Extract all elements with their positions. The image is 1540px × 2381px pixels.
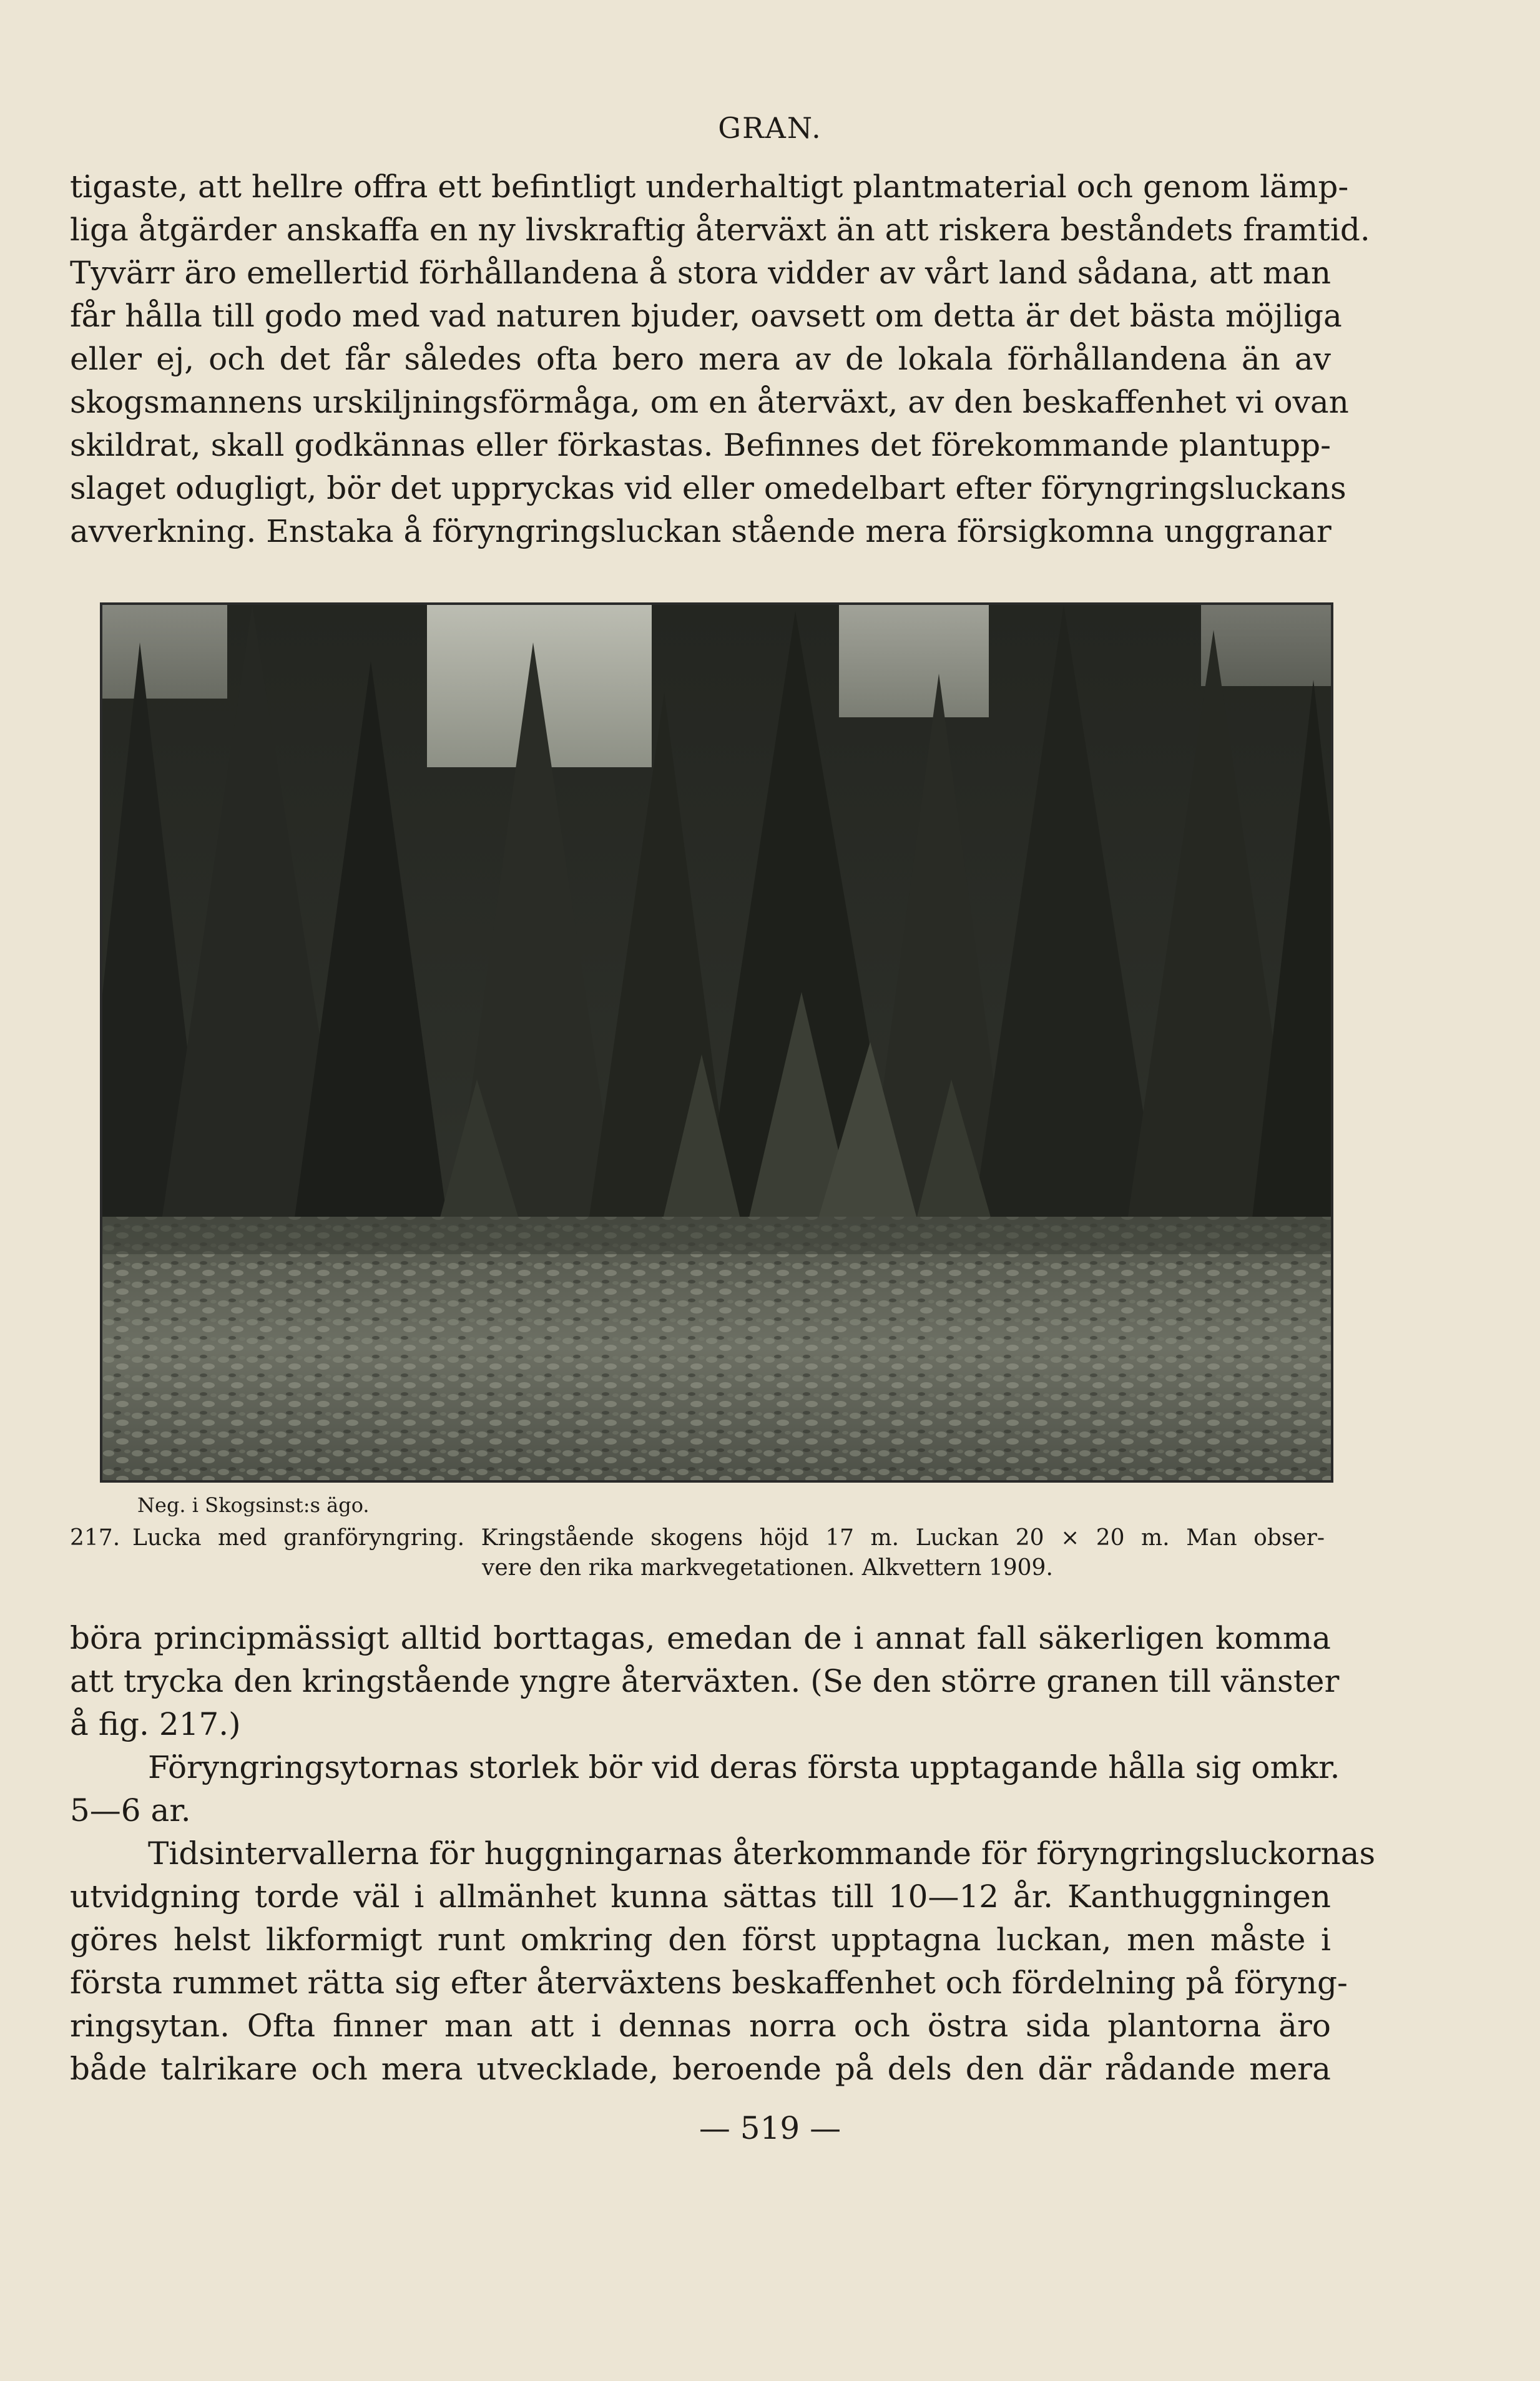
text-line: utvidgning torde väl i allmänhet kunna sättas till 10—12 år. Kanthuggningen — [70, 1878, 1331, 1915]
text-line: slaget odugligt, bör det uppryckas vid eller omedelbart efter föryngringsluckans — [70, 470, 1346, 506]
text-line: ringsytan. Ofta finner man att i dennas norra och östra sida plantorna äro — [70, 2008, 1331, 2044]
text-line: eller ej, och det får således ofta bero mera av de lokala förhållandena än av — [70, 341, 1331, 377]
page-number: — 519 — — [699, 2110, 841, 2146]
text-line: å fig. 217.) — [70, 1706, 241, 1742]
text-line: både talrikare och mera utvecklade, beroende på dels den där rådande mera — [70, 2051, 1331, 2087]
figure-number: 217. — [70, 1525, 120, 1551]
text-line: 5—6 ar. — [70, 1792, 191, 1829]
forest-photograph-image — [102, 605, 1331, 1480]
photo-credit: Neg. i Skogsinst:s ägo. — [137, 1493, 370, 1517]
text-line: göres helst likformigt runt omkring den först upptagna luckan, men måste i — [70, 1922, 1331, 1958]
text-line: Tyvärr äro emellertid förhållandena å stora vidder av vårt land sådana, att man — [70, 255, 1332, 291]
text-line: skildrat, skall godkännas eller förkastas. Befinnes det förekommande plantupp- — [70, 427, 1331, 463]
paragraph-1 — [70, 165, 1370, 553]
caption-line: vere den rika markvegetationen. Alkvettern 1909. — [482, 1555, 1053, 1581]
text-line: avverkning. Enstaka å föryngringsluckan stående mera försigkomna unggranar — [70, 513, 1332, 549]
text-line: liga åtgärder anskaffa en ny livskraftig återväxt än att riskera beståndets framtid. — [70, 212, 1370, 248]
figure-caption — [70, 1523, 1331, 1583]
text-line: skogsmannens urskiljningsförmåga, om en återväxt, av den beskaffenhet vi ovan — [70, 384, 1349, 420]
text-line: Föryngringsytornas storlek bör vid deras första upptagande hålla sig omkr. — [148, 1749, 1340, 1785]
text-line: Tidsintervallerna för huggningarnas återkommande för föryngringsluckornas — [148, 1835, 1376, 1872]
page-title: GRAN. — [718, 111, 822, 145]
text-line: tigaste, att hellre offra ett befintligt underhaltigt plantmaterial och genom lämp- — [70, 169, 1349, 205]
figure-caption-text — [132, 1523, 1325, 1583]
paragraph-2 — [70, 1617, 1376, 2091]
text-line: får hålla till godo med vad naturen bjuder, oavsett om detta är det bästa möjliga — [70, 298, 1342, 334]
text-line: böra principmässigt alltid borttagas, emedan de i annat fall säkerligen komma — [70, 1620, 1331, 1656]
text-line: första rummet rätta sig efter återväxtens beskaffenhet och fördelning på föryng- — [70, 1965, 1348, 2001]
caption-line: Lucka med granföryngring. Kringstående skogens höjd 17 m. Luckan 20 × 20 m. Man obser- — [132, 1525, 1325, 1551]
text-line: att trycka den kringstående yngre återväxten. (Se den större granen till vänster — [70, 1663, 1340, 1699]
forest-photograph — [100, 602, 1333, 1483]
